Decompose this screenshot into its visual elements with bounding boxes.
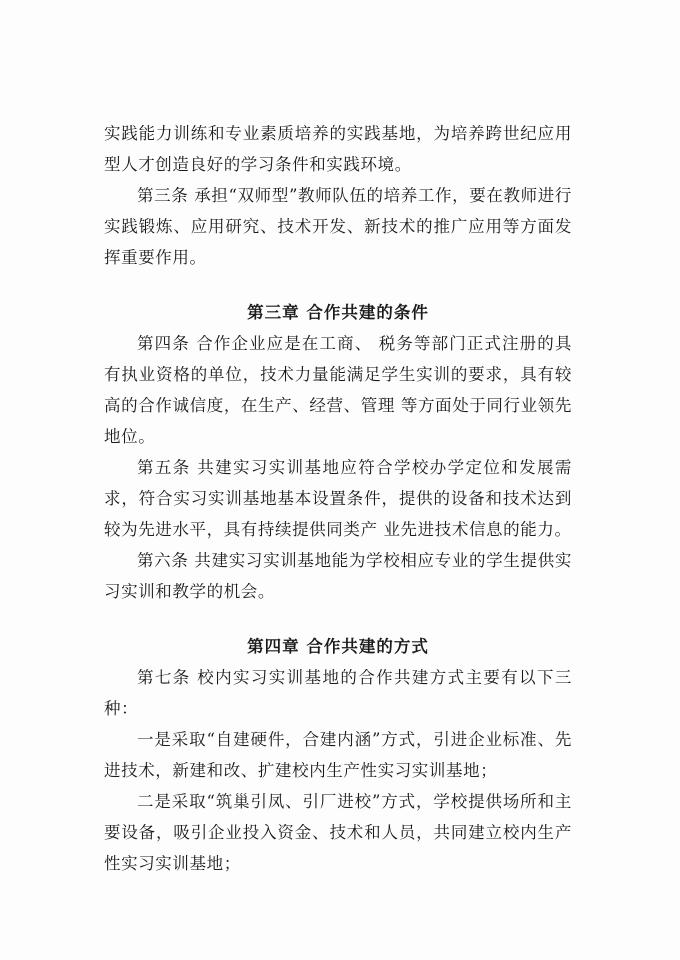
- chapter-3-heading: 第三章 合作共建的条件: [247, 303, 429, 322]
- paragraph-method-2: 二是采取“筑巢引凤、引厂进校”方式，学校提供场所和主要设备，吸引企业投入资金、技术和人员，共同建立校内生产性实习实训基地；: [104, 792, 572, 873]
- paragraph-article-7: 第七条 校内实习实训基地的合作共建方式主要有以下三种：: [104, 668, 572, 718]
- chapter-4-heading: 第四章 合作共建的方式: [247, 637, 429, 656]
- paragraph-continuation: 实践能力训练和专业素质培养的实践基地，为培养跨世纪应用型人才创造良好的学习条件和实践环境。: [104, 124, 572, 174]
- paragraph-article-5: 第五条 共建实习实训基地应符合学校办学定位和发展需求，符合实习实训基地基本设置条件，提供的设备和技术达到较为先进水平，具有持续提供同类产 业先进技术信息的能力。: [104, 458, 572, 539]
- paragraph-article-4: 第四条 合作企业应是在工商、 税务等部门正式注册的具有执业资格的单位，技术力量能满足学生实训的要求，具有较高的合作诚信度，在生产、经营、管理 等方面处于同行业领先地位。: [104, 334, 572, 446]
- paragraph-method-1: 一是采取“自建硬件，合建内涵”方式，引进企业标准、先进技术，新建和改、扩建校内生产性实习实训基地；: [104, 730, 572, 780]
- paragraph-article-6: 第六条 共建实习实训基地能为学校相应专业的学生提供实习实训和教学的机会。: [104, 551, 572, 601]
- paragraph-article-3: 第三条 承担“双师型”教师队伍的培养工作，要在教师进行实践锻炼、应用研究、技术开发、新技术的推广应用等方面发挥重要作用。: [104, 186, 572, 267]
- document-body: [104, 118, 572, 879]
